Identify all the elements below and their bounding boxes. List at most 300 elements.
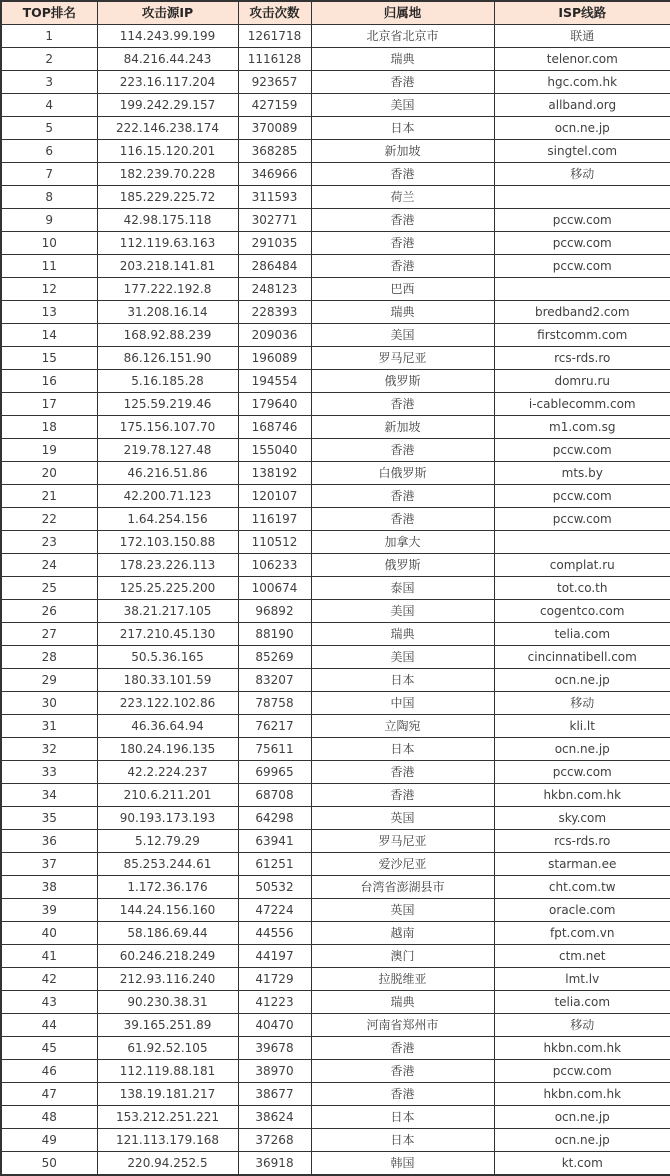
attack-source-ip-cell: 121.113.179.168 <box>97 1129 238 1152</box>
rank-cell: 10 <box>1 232 97 255</box>
attack-count-cell: 302771 <box>238 209 311 232</box>
table-row <box>1 186 670 209</box>
rank-cell: 50 <box>1 1152 97 1176</box>
isp-line-cell: tot.co.th <box>494 577 670 600</box>
isp-line-cell: complat.ru <box>494 554 670 577</box>
attack-count-cell: 40470 <box>238 1014 311 1037</box>
location-cell: 罗马尼亚 <box>311 347 494 370</box>
attack-source-ip-cell: 219.78.127.48 <box>97 439 238 462</box>
attack-count-cell: 96892 <box>238 600 311 623</box>
attack-source-ip-cell: 112.119.63.163 <box>97 232 238 255</box>
isp-line-cell: pccw.com <box>494 209 670 232</box>
attack-source-ip-cell: 222.146.238.174 <box>97 117 238 140</box>
isp-line-cell: cogentco.com <box>494 600 670 623</box>
isp-line-cell: 移动 <box>494 1014 670 1037</box>
table-row <box>1 922 670 945</box>
table-row <box>1 968 670 991</box>
attack-source-ip-cell: 112.119.88.181 <box>97 1060 238 1083</box>
location-cell: 香港 <box>311 784 494 807</box>
isp-line-cell: bredband2.com <box>494 301 670 324</box>
rank-cell: 38 <box>1 876 97 899</box>
isp-line-cell: rcs-rds.ro <box>494 347 670 370</box>
table-row <box>1 623 670 646</box>
table-row <box>1 508 670 531</box>
isp-line-cell: singtel.com <box>494 140 670 163</box>
location-cell: 白俄罗斯 <box>311 462 494 485</box>
attack-count-cell: 68708 <box>238 784 311 807</box>
location-cell: 日本 <box>311 738 494 761</box>
location-cell: 香港 <box>311 232 494 255</box>
location-cell: 河南省郑州市 <box>311 1014 494 1037</box>
rank-cell: 15 <box>1 347 97 370</box>
isp-line-cell: 联通 <box>494 25 670 48</box>
rank-cell: 7 <box>1 163 97 186</box>
attack-count-cell: 41223 <box>238 991 311 1014</box>
table-row <box>1 370 670 393</box>
attack-source-ip-cell: 42.200.71.123 <box>97 485 238 508</box>
isp-line-cell <box>494 278 670 301</box>
attack-count-cell: 36918 <box>238 1152 311 1176</box>
table-row <box>1 416 670 439</box>
isp-line-cell: i-cablecomm.com <box>494 393 670 416</box>
attack-count-cell: 38624 <box>238 1106 311 1129</box>
attack-source-ip-cell: 86.126.151.90 <box>97 347 238 370</box>
attack-count-cell: 41729 <box>238 968 311 991</box>
rank-cell: 16 <box>1 370 97 393</box>
location-cell: 香港 <box>311 485 494 508</box>
location-cell: 罗马尼亚 <box>311 830 494 853</box>
table-row <box>1 738 670 761</box>
attack-source-ip-cell: 223.122.102.86 <box>97 692 238 715</box>
location-cell: 瑞典 <box>311 48 494 71</box>
table-row <box>1 462 670 485</box>
table-row <box>1 646 670 669</box>
location-cell: 拉脱维亚 <box>311 968 494 991</box>
isp-line-cell: rcs-rds.ro <box>494 830 670 853</box>
table-row <box>1 301 670 324</box>
location-cell: 澳门 <box>311 945 494 968</box>
rank-cell: 9 <box>1 209 97 232</box>
table-row <box>1 899 670 922</box>
location-cell: 香港 <box>311 508 494 531</box>
rank-cell: 45 <box>1 1037 97 1060</box>
attack-source-ip-cell: 46.216.51.86 <box>97 462 238 485</box>
attack-count-cell: 69965 <box>238 761 311 784</box>
attack-source-ip-cell: 5.12.79.29 <box>97 830 238 853</box>
attack-source-ip-cell: 125.25.225.200 <box>97 577 238 600</box>
attack-count-cell: 88190 <box>238 623 311 646</box>
rank-cell: 12 <box>1 278 97 301</box>
isp-line-cell <box>494 186 670 209</box>
rank-cell: 40 <box>1 922 97 945</box>
location-cell: 美国 <box>311 646 494 669</box>
isp-line-cell: domru.ru <box>494 370 670 393</box>
table-row <box>1 209 670 232</box>
attack-source-ip-cell: 138.19.181.217 <box>97 1083 238 1106</box>
rank-cell: 13 <box>1 301 97 324</box>
isp-line-cell: mts.by <box>494 462 670 485</box>
isp-line-cell: m1.com.sg <box>494 416 670 439</box>
attack-count-cell: 85269 <box>238 646 311 669</box>
location-cell: 香港 <box>311 439 494 462</box>
attack-count-cell: 78758 <box>238 692 311 715</box>
isp-line-cell: telia.com <box>494 623 670 646</box>
attack-count-cell: 100674 <box>238 577 311 600</box>
attack-count-cell: 923657 <box>238 71 311 94</box>
attack-count-cell: 1116128 <box>238 48 311 71</box>
location-cell: 瑞典 <box>311 301 494 324</box>
location-cell: 韩国 <box>311 1152 494 1176</box>
isp-line-cell: hkbn.com.hk <box>494 1083 670 1106</box>
attack-source-ip-cell: 42.2.224.237 <box>97 761 238 784</box>
rank-cell: 36 <box>1 830 97 853</box>
attack-count-cell: 291035 <box>238 232 311 255</box>
rank-cell: 39 <box>1 899 97 922</box>
attack-source-ip-cell: 114.243.99.199 <box>97 25 238 48</box>
location-cell: 香港 <box>311 71 494 94</box>
rank-cell: 31 <box>1 715 97 738</box>
attack-count-cell: 75611 <box>238 738 311 761</box>
attack-count-cell: 196089 <box>238 347 311 370</box>
attack-count-cell: 311593 <box>238 186 311 209</box>
location-cell: 日本 <box>311 117 494 140</box>
attack-count-cell: 248123 <box>238 278 311 301</box>
attack-source-ip-cell: 85.253.244.61 <box>97 853 238 876</box>
isp-line-cell: ocn.ne.jp <box>494 1129 670 1152</box>
attack-count-cell: 38677 <box>238 1083 311 1106</box>
rank-cell: 21 <box>1 485 97 508</box>
location-cell: 巴西 <box>311 278 494 301</box>
attack-source-ip-cell: 84.216.44.243 <box>97 48 238 71</box>
location-cell: 越南 <box>311 922 494 945</box>
isp-line-cell: 移动 <box>494 692 670 715</box>
table-row <box>1 25 670 48</box>
location-cell: 俄罗斯 <box>311 370 494 393</box>
location-cell: 爱沙尼亚 <box>311 853 494 876</box>
table-row <box>1 94 670 117</box>
attack-source-ip-cell: 212.93.116.240 <box>97 968 238 991</box>
location-cell: 日本 <box>311 1129 494 1152</box>
attack-count-cell: 286484 <box>238 255 311 278</box>
attack-source-ip-cell: 31.208.16.14 <box>97 301 238 324</box>
attack-count-cell: 76217 <box>238 715 311 738</box>
location-cell: 俄罗斯 <box>311 554 494 577</box>
isp-line-cell: ocn.ne.jp <box>494 669 670 692</box>
isp-line-cell: pccw.com <box>494 485 670 508</box>
attack-count-cell: 368285 <box>238 140 311 163</box>
rank-cell: 23 <box>1 531 97 554</box>
location-cell: 香港 <box>311 1037 494 1060</box>
isp-line-cell: pccw.com <box>494 232 670 255</box>
rank-cell: 22 <box>1 508 97 531</box>
attack-count-cell: 155040 <box>238 439 311 462</box>
rank-cell: 42 <box>1 968 97 991</box>
isp-line-cell: ocn.ne.jp <box>494 738 670 761</box>
table-row <box>1 48 670 71</box>
isp-line-cell: ocn.ne.jp <box>494 117 670 140</box>
isp-line-cell: lmt.lv <box>494 968 670 991</box>
table-row <box>1 140 670 163</box>
table-row <box>1 278 670 301</box>
table-row <box>1 117 670 140</box>
isp-line-cell: kt.com <box>494 1152 670 1176</box>
table-row <box>1 232 670 255</box>
attack-source-ip-cell: 199.242.29.157 <box>97 94 238 117</box>
isp-line-cell: pccw.com <box>494 761 670 784</box>
attack-source-ip-cell: 203.218.141.81 <box>97 255 238 278</box>
attack-source-ip-cell: 223.16.117.204 <box>97 71 238 94</box>
rank-cell: 43 <box>1 991 97 1014</box>
attack-source-ip-cell: 180.24.196.135 <box>97 738 238 761</box>
table-row <box>1 715 670 738</box>
isp-line-cell: pccw.com <box>494 255 670 278</box>
isp-line-cell: sky.com <box>494 807 670 830</box>
attack-count-cell: 50532 <box>238 876 311 899</box>
rank-cell: 28 <box>1 646 97 669</box>
location-cell: 英国 <box>311 807 494 830</box>
attack-source-ip-cell: 1.64.254.156 <box>97 508 238 531</box>
table-row <box>1 255 670 278</box>
table-body <box>1 25 670 1176</box>
table-row <box>1 531 670 554</box>
table-row <box>1 1060 670 1083</box>
location-cell: 瑞典 <box>311 991 494 1014</box>
attack-source-ip-cell: 50.5.36.165 <box>97 646 238 669</box>
rank-cell: 46 <box>1 1060 97 1083</box>
table-row <box>1 324 670 347</box>
header-rank: TOP排名 <box>1 1 97 25</box>
rank-cell: 8 <box>1 186 97 209</box>
location-cell: 台湾省澎湖县市 <box>311 876 494 899</box>
isp-line-cell: fpt.com.vn <box>494 922 670 945</box>
attack-count-cell: 44197 <box>238 945 311 968</box>
location-cell: 加拿大 <box>311 531 494 554</box>
isp-line-cell: hkbn.com.hk <box>494 1037 670 1060</box>
attack-source-ip-cell: 39.165.251.89 <box>97 1014 238 1037</box>
rank-cell: 20 <box>1 462 97 485</box>
rank-cell: 5 <box>1 117 97 140</box>
attack-source-ip-cell: 38.21.217.105 <box>97 600 238 623</box>
attack-source-ip-cell: 61.92.52.105 <box>97 1037 238 1060</box>
header-attack-source-ip: 攻击源IP <box>97 1 238 25</box>
header-attack-count: 攻击次数 <box>238 1 311 25</box>
attack-count-cell: 427159 <box>238 94 311 117</box>
table-row <box>1 577 670 600</box>
attack-count-cell: 138192 <box>238 462 311 485</box>
isp-line-cell: pccw.com <box>494 1060 670 1083</box>
location-cell: 瑞典 <box>311 623 494 646</box>
attack-source-ip-cell: 153.212.251.221 <box>97 1106 238 1129</box>
rank-cell: 27 <box>1 623 97 646</box>
table-row <box>1 393 670 416</box>
location-cell: 美国 <box>311 94 494 117</box>
isp-line-cell: hgc.com.hk <box>494 71 670 94</box>
rank-cell: 37 <box>1 853 97 876</box>
attack-count-cell: 194554 <box>238 370 311 393</box>
rank-cell: 2 <box>1 48 97 71</box>
table-row <box>1 876 670 899</box>
attack-source-ip-cell: 182.239.70.228 <box>97 163 238 186</box>
table-row <box>1 1106 670 1129</box>
table-row <box>1 945 670 968</box>
location-cell: 香港 <box>311 1083 494 1106</box>
table-header <box>1 1 670 25</box>
rank-cell: 11 <box>1 255 97 278</box>
isp-line-cell: oracle.com <box>494 899 670 922</box>
table-row <box>1 485 670 508</box>
rank-cell: 41 <box>1 945 97 968</box>
location-cell: 香港 <box>311 255 494 278</box>
attack-count-cell: 120107 <box>238 485 311 508</box>
table-row <box>1 439 670 462</box>
rank-cell: 35 <box>1 807 97 830</box>
location-cell: 香港 <box>311 393 494 416</box>
isp-line-cell: pccw.com <box>494 508 670 531</box>
table-row <box>1 784 670 807</box>
attack-count-cell: 44556 <box>238 922 311 945</box>
attack-count-cell: 38970 <box>238 1060 311 1083</box>
table-row <box>1 853 670 876</box>
header-location: 归属地 <box>311 1 494 25</box>
attack-source-ip-cell: 46.36.64.94 <box>97 715 238 738</box>
attack-count-cell: 116197 <box>238 508 311 531</box>
table-row <box>1 807 670 830</box>
isp-line-cell: pccw.com <box>494 439 670 462</box>
isp-line-cell: starman.ee <box>494 853 670 876</box>
rank-cell: 18 <box>1 416 97 439</box>
location-cell: 新加坡 <box>311 416 494 439</box>
attack-count-cell: 63941 <box>238 830 311 853</box>
table-row <box>1 1083 670 1106</box>
isp-line-cell: telenor.com <box>494 48 670 71</box>
attack-source-ip-cell: 217.210.45.130 <box>97 623 238 646</box>
rank-cell: 29 <box>1 669 97 692</box>
table-row <box>1 1037 670 1060</box>
attack-count-cell: 61251 <box>238 853 311 876</box>
attack-count-cell: 47224 <box>238 899 311 922</box>
table-row <box>1 692 670 715</box>
rank-cell: 4 <box>1 94 97 117</box>
attack-count-cell: 209036 <box>238 324 311 347</box>
isp-line-cell: kli.lt <box>494 715 670 738</box>
attack-source-ip-cell: 1.172.36.176 <box>97 876 238 899</box>
attack-source-ip-cell: 5.16.185.28 <box>97 370 238 393</box>
isp-line-cell: allband.org <box>494 94 670 117</box>
location-cell: 英国 <box>311 899 494 922</box>
attack-count-cell: 106233 <box>238 554 311 577</box>
attack-source-ip-cell: 168.92.88.239 <box>97 324 238 347</box>
rank-cell: 24 <box>1 554 97 577</box>
location-cell: 美国 <box>311 324 494 347</box>
rank-cell: 34 <box>1 784 97 807</box>
table-row <box>1 1152 670 1176</box>
attack-source-ip-cell: 42.98.175.118 <box>97 209 238 232</box>
isp-line-cell: hkbn.com.hk <box>494 784 670 807</box>
location-cell: 新加坡 <box>311 140 494 163</box>
location-cell: 立陶宛 <box>311 715 494 738</box>
rank-cell: 19 <box>1 439 97 462</box>
attack-count-cell: 83207 <box>238 669 311 692</box>
rank-cell: 44 <box>1 1014 97 1037</box>
table-row <box>1 1014 670 1037</box>
attack-count-cell: 228393 <box>238 301 311 324</box>
isp-line-cell: cincinnatibell.com <box>494 646 670 669</box>
rank-cell: 1 <box>1 25 97 48</box>
attack-count-cell: 110512 <box>238 531 311 554</box>
isp-line-cell: telia.com <box>494 991 670 1014</box>
rank-cell: 14 <box>1 324 97 347</box>
attack-source-ip-cell: 178.23.226.113 <box>97 554 238 577</box>
attack-source-ip-cell: 175.156.107.70 <box>97 416 238 439</box>
attack-source-ip-cell: 172.103.150.88 <box>97 531 238 554</box>
table-row <box>1 347 670 370</box>
isp-line-cell: cht.com.tw <box>494 876 670 899</box>
header-row <box>1 1 670 25</box>
location-cell: 香港 <box>311 209 494 232</box>
attack-source-ip-cell: 220.94.252.5 <box>97 1152 238 1176</box>
isp-line-cell: 移动 <box>494 163 670 186</box>
rank-cell: 47 <box>1 1083 97 1106</box>
rank-cell: 26 <box>1 600 97 623</box>
attack-count-cell: 37268 <box>238 1129 311 1152</box>
attack-source-ip-cell: 60.246.218.249 <box>97 945 238 968</box>
table-row <box>1 71 670 94</box>
location-cell: 香港 <box>311 761 494 784</box>
table-row <box>1 163 670 186</box>
rank-cell: 48 <box>1 1106 97 1129</box>
table-row <box>1 669 670 692</box>
attack-source-ip-cell: 90.193.173.193 <box>97 807 238 830</box>
attack-source-ip-cell: 144.24.156.160 <box>97 899 238 922</box>
location-cell: 日本 <box>311 669 494 692</box>
isp-line-cell <box>494 531 670 554</box>
attack-count-cell: 370089 <box>238 117 311 140</box>
table-row <box>1 761 670 784</box>
table-row <box>1 554 670 577</box>
attack-count-cell: 346966 <box>238 163 311 186</box>
attack-source-ip-cell: 180.33.101.59 <box>97 669 238 692</box>
rank-cell: 32 <box>1 738 97 761</box>
location-cell: 中国 <box>311 692 494 715</box>
attack-count-cell: 179640 <box>238 393 311 416</box>
location-cell: 北京省北京市 <box>311 25 494 48</box>
attack-count-cell: 64298 <box>238 807 311 830</box>
rank-cell: 17 <box>1 393 97 416</box>
isp-line-cell: firstcomm.com <box>494 324 670 347</box>
location-cell: 泰国 <box>311 577 494 600</box>
isp-line-cell: ocn.ne.jp <box>494 1106 670 1129</box>
location-cell: 香港 <box>311 163 494 186</box>
table-row <box>1 1129 670 1152</box>
table-row <box>1 830 670 853</box>
attack-source-ip-cell: 177.222.192.8 <box>97 278 238 301</box>
attack-source-ip-cell: 210.6.211.201 <box>97 784 238 807</box>
header-isp-line: ISP线路 <box>494 1 670 25</box>
location-cell: 香港 <box>311 1060 494 1083</box>
attack-source-ip-cell: 185.229.225.72 <box>97 186 238 209</box>
location-cell: 美国 <box>311 600 494 623</box>
rank-cell: 25 <box>1 577 97 600</box>
attack-source-ip-cell: 125.59.219.46 <box>97 393 238 416</box>
rank-cell: 30 <box>1 692 97 715</box>
isp-line-cell: ctm.net <box>494 945 670 968</box>
attack-count-cell: 1261718 <box>238 25 311 48</box>
attack-source-ip-cell: 116.15.120.201 <box>97 140 238 163</box>
attack-source-ip-cell: 90.230.38.31 <box>97 991 238 1014</box>
location-cell: 日本 <box>311 1106 494 1129</box>
attack-count-cell: 168746 <box>238 416 311 439</box>
table-row <box>1 600 670 623</box>
